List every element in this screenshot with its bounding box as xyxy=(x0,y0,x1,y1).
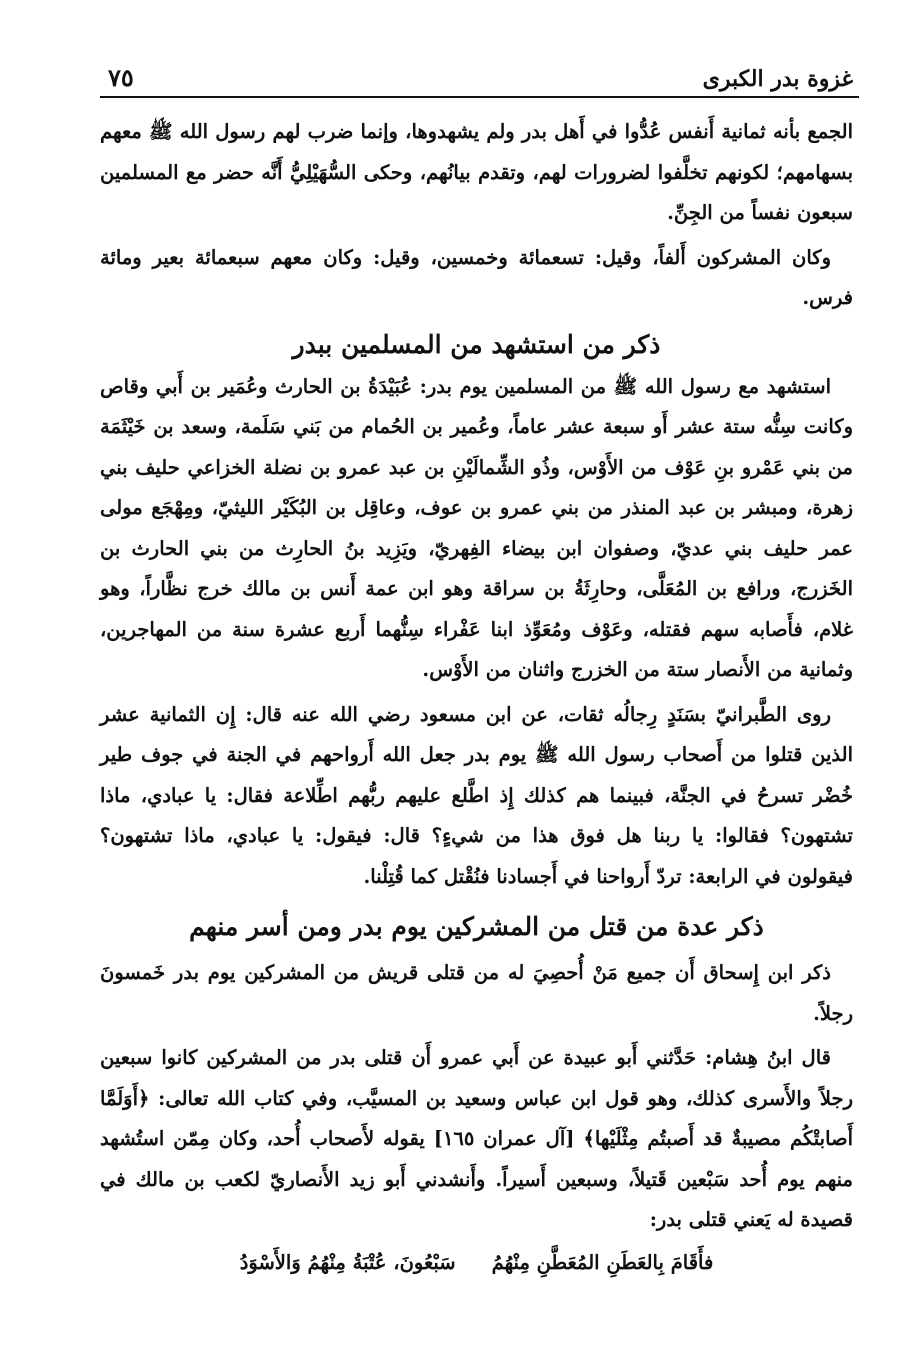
paragraph-1: الجمع بأنه ثمانية أَنفس عُدُّوا في أَهل بدر ولم يشهدوها، وإنما ضرب لهم رسول الله ﷺ معهم بسهامهم؛ لكونهم تخلَّفوا لضرورات لهم، وتقدم بيانُهم، وحكى السُّهَيْلِيُّ أَنَّه حضر مع المسلمين سبعون نفساً من الجِنِّ. xyxy=(100,120,853,224)
header-rule xyxy=(100,96,859,98)
section-heading-martyrs: ذكر من استشهد من المسلمين ببدر xyxy=(292,329,661,359)
verse-first-hemistich: فأَقَامَ بِالعَطَنِ المُعَطَّنِ مِنْهُمُ xyxy=(491,1250,714,1274)
paragraph-4: روى الطَّبرانيّ بسَنَدٍ رِجالُه ثقات، عن ابن مسعود رضي الله عنه قال: إِن الثمانية عشر الذين قتلوا من أَصحاب رسول الله ﷺ يوم بدر جعل الله أَرواحهم في الجنة في جوف طير خُضْر تسرحُ في الجنَّة، فبينما هم كذلك إِذ اطَّلع عليهم ربُّهم اطِّلاعة فقال: يا عبادي، ماذا تشتهون؟ فقالوا: يا ربنا هل فوق هذا من شيءٍ؟ قال: فيقول: يا عبادي، ماذا تشتهون؟ فيقولون في الرابعة: تردّ أَرواحنا في أَجسادنا فنُقْتل كما قُتِلْنا. xyxy=(100,702,853,888)
page-number: ٧٥ xyxy=(108,63,134,92)
verse-second-hemistich: سَبْعُونَ، عُتْبَةُ مِنْهُمُ وَالأَسْوَدُ xyxy=(239,1250,456,1274)
page-body xyxy=(100,112,853,1285)
running-title: غزوة بدر الكبرى xyxy=(702,66,853,92)
paragraph-2: وكان المشركون أَلفاً، وقيل: تسعمائة وخمسين، وقيل: وكان معهم سبعمائة بعير ومائة فرس. xyxy=(100,245,853,309)
paragraph-5: ذكر ابن إِسحاق أَن جميع مَنْ أُحصِيَ له من قتلى قريش من المشركين يوم بدر خَمسونَ رجلاً. xyxy=(100,961,853,1025)
poetry-verse xyxy=(100,1241,853,1285)
paragraph-6: قال ابنُ هِشام: حَدَّثني أَبو عبيدة عن أَبي عمرو أَن قتلى بدر من المشركين كانوا سبعين رجلاً والأَسرى كذلك، وهو قول ابن عباس وسعيد بن المسيَّب، وفي كتاب الله تعالى: ﴿أَوَلَمَّا أَصابتْكُم مصيبةٌ قد أَصبتُم مِثْلَيْها﴾ [آل عمران ١٦٥] يقوله لأَصحاب أُحد، وكان مِمّن استُشهد منهم يوم أُحد سَبْعين قَتيلاً، وسبعين أَسيراً. وأَنشدني أَبو زيد الأَنصاريّ لكعب بن مالك في قصيدة له يَعني قتلى بدر: xyxy=(100,1046,853,1231)
paragraph-3: استشهد مع رسول الله ﷺ من المسلمين يوم بدر: عُبَيْدَةُ بن الحارث وعُمَير بن أَبي وقاص وكانت سِنُّه ستة عشر أَو سبعة عشر عاماً، وعُمير بن الحُمام من بَني سَلَمة، وسعد بن خَيْثَمَة من بني عَمْرو بنِ عَوْف من الأَوْس، وذُو الشِّمالَيْنِ بن عبد عمرو بن نضلة الخزاعي حليف بني زهرة، ومبشر بن عبد المنذر من بني عمرو بن عوف، وعاقِل بن البُكَيْر الليثيّ، ومِهْجَع مولى عمر حليف بني عديّ، وصفوان ابن بيضاء الفِهريّ، ويَزِيد بنُ الحارِث من بني الحارث بن الخَزرج، ورافع بن المُعَلَّى، وحارِثَةُ بن سراقة وهو ابن عمة أَنس بن مالك خرج نظَّاراً، وهو غلام، فأَصابه سهم فقتله، وعَوْف ومُعَوِّذ ابنا عَفْراء سِنُّهما أَربع عشرة سنة من المهاجرين، وثمانية من الأَنصار ستة من الخزرج واثنان من الأَوْس. xyxy=(100,374,853,681)
section-heading-polytheists: ذكر عدة من قتل من المشركين يوم بدر ومن أسر منهم xyxy=(189,912,764,941)
page-header xyxy=(108,58,853,92)
